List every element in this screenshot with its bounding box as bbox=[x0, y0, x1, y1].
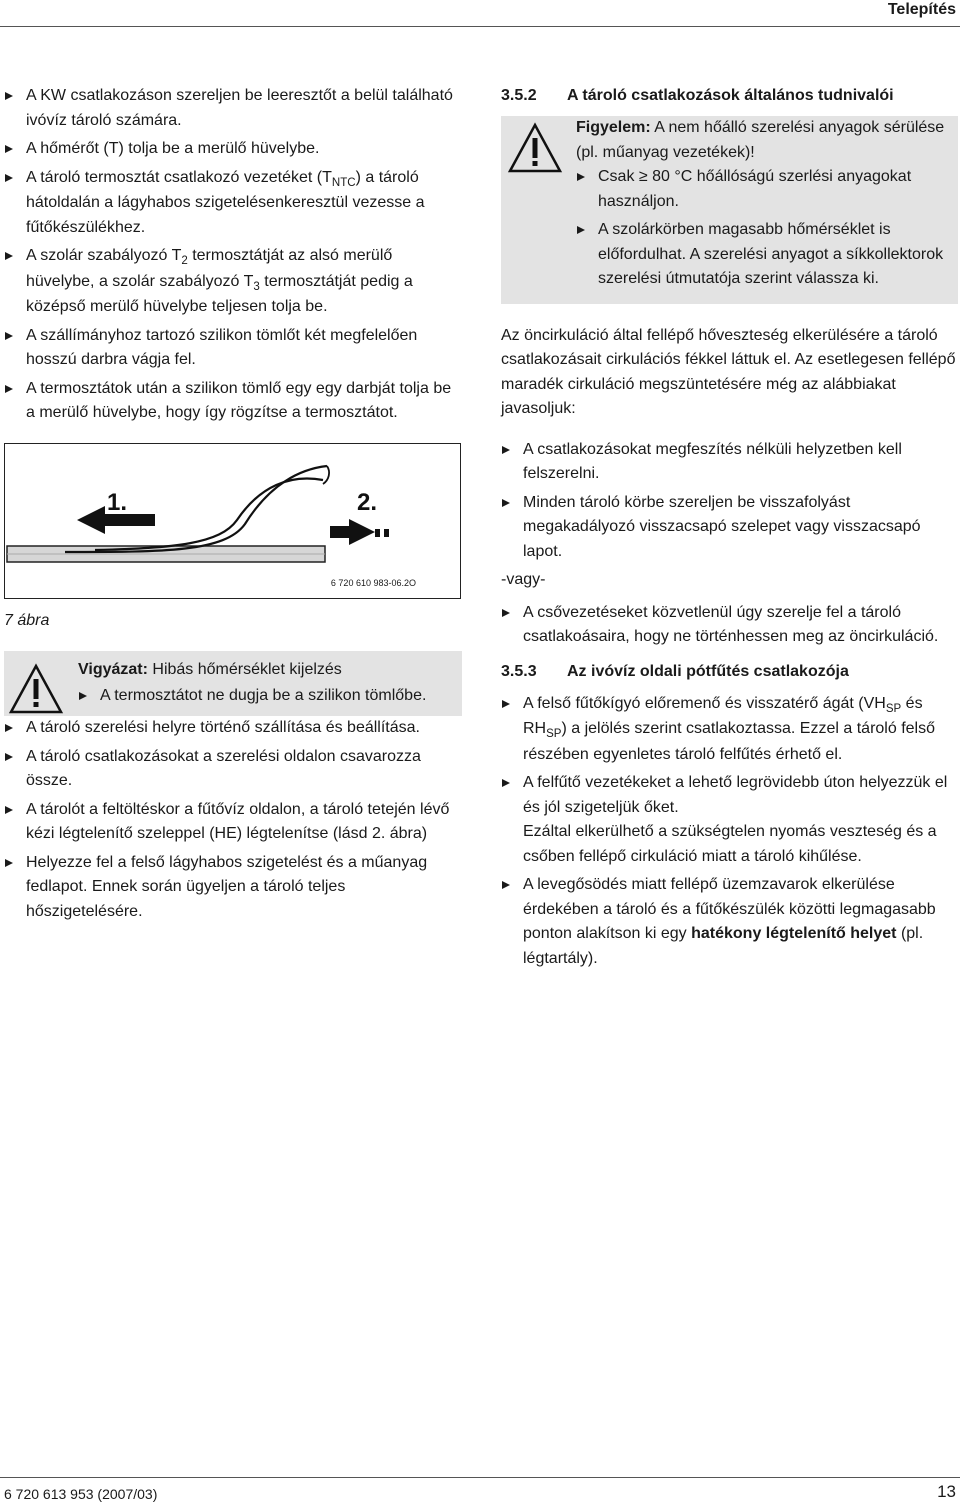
list-item: A KW csatlakozáson szereljen be leeresztőt a belül található ivóvíz tároló számára. bbox=[4, 84, 462, 133]
list-item: A tároló szerelési helyre történő szállítása és beállítása. bbox=[4, 716, 462, 741]
list-item: A termosztátot ne dugja be a szilikon tömlőbe. bbox=[78, 684, 454, 709]
text-run: A felső fűtőkígyó előremenő és visszatérő ágát (VH bbox=[523, 694, 886, 712]
caution-text: Hibás hőmérséklet kijelzés bbox=[147, 660, 342, 678]
connection-list bbox=[501, 692, 959, 972]
heading-number: 3.5.2 bbox=[501, 87, 537, 104]
header-rule bbox=[0, 26, 960, 27]
right-column bbox=[501, 84, 959, 975]
text-run: A felfűtő vezetékeket a lehető legrövidebb úton helyezzük el és jól szigeteljük őket. bbox=[523, 774, 948, 816]
figure-caption: 7 ábra bbox=[4, 611, 50, 629]
warning-icon bbox=[8, 663, 64, 715]
attention-label: Figyelem: bbox=[576, 119, 651, 136]
heading-text: Az ivóvíz oldali pótfűtés csatlakozója bbox=[567, 662, 849, 680]
recommendation-list-a bbox=[501, 438, 959, 565]
section-heading-352 bbox=[501, 84, 959, 108]
section-heading-353 bbox=[501, 660, 959, 684]
attention-text: A nem hőálló szerelési anyagok sérülése (pl. műanyag vezetékek)! bbox=[576, 119, 945, 161]
heading-text: A tároló csatlakozások általános tudnivalói bbox=[567, 87, 894, 104]
text-run: termosztátját pedig a középső merülő hüvelybe teljesen tolja be. bbox=[26, 272, 413, 315]
caution-label: Vigyázat: bbox=[78, 660, 148, 678]
instruction-list-bottom bbox=[4, 716, 462, 924]
list-item-solar bbox=[4, 244, 462, 320]
heading-number: 3.5.3 bbox=[501, 662, 537, 680]
warning-icon bbox=[507, 122, 563, 174]
figure-illustration bbox=[5, 444, 460, 598]
figure-thermostat-hose bbox=[4, 443, 461, 599]
list-item: A tároló csatlakozásokat a szerelési oldalon csavarozza össze. bbox=[4, 745, 462, 794]
instruction-list-top bbox=[4, 84, 462, 426]
list-item: Helyezze fel a felső lágyhabos szigetelést és a műanyag fedlapot. Ennek során ügyeljen a tároló teljes hőszigetelésére. bbox=[4, 851, 462, 925]
list-item: Minden tároló körbe szereljen be visszafolyást megakadályozó visszacsapó szelepet vagy visszacsapó lapot. bbox=[501, 491, 959, 565]
list-item bbox=[576, 165, 950, 214]
arrow-mark bbox=[384, 529, 389, 537]
subscript: 2 bbox=[181, 255, 188, 268]
text-run: és RH bbox=[523, 694, 923, 737]
text-run: termosztátját az alsó merülő hüvelybe, a szolár szabályozó T bbox=[26, 247, 393, 290]
attention-list bbox=[576, 165, 950, 292]
list-item-vh bbox=[501, 692, 959, 768]
subscript: 3 bbox=[253, 280, 260, 293]
list-item: A szolárkörben magasabb hőmérséklet is előfordulhat. A szerelési anyagot a síkkollektorok szerelési útmutatója szerint válassza ki. bbox=[576, 218, 950, 292]
text-run: ) a jelölés szerint csatlakoztassa. Ezzel a tároló felső részében egyenletes tároló felfűtés érhető el. bbox=[523, 720, 935, 763]
list-item: A hőmérőt (T) tolja be a merülő hüvelybe. bbox=[4, 137, 462, 162]
page-number: 13 bbox=[937, 1482, 956, 1501]
list-item: A termosztátok után a szilikon tömlő egy egy darbját tolja be a merülő hüvelybe, hogy így rögzítse a termosztátot. bbox=[4, 377, 462, 426]
left-column bbox=[4, 84, 462, 928]
subscript: SP bbox=[885, 702, 902, 715]
text-run: (pl. légtartály). bbox=[523, 925, 924, 967]
document-code: 6 720 613 953 (2007/03) bbox=[4, 1486, 158, 1502]
arrow-mark bbox=[375, 529, 380, 537]
footer-rule bbox=[0, 1477, 960, 1478]
caution-title bbox=[78, 657, 454, 682]
text-run: Ezáltal elkerülhető a szükségtelen nyomás veszteség és a csőben fellépő cirkuláció miatt a tároló kihűlése. bbox=[523, 823, 937, 865]
list-item-pipes bbox=[501, 771, 959, 869]
attention-box bbox=[501, 116, 958, 304]
body-paragraph: Az öncirkuláció által fellépő hőveszteség elkerülésére a tároló csatlakozásait cirkulációs fékkel láttuk el. Az esetlegesen fellépő maradék cirkuláció megszüntetésére még az alábbiakat javasoljuk: bbox=[501, 326, 956, 417]
text-run: ) a tároló hátoldalán a lágyhabos szigetelésenkeresztül vezesse a fűtőkészülékhez. bbox=[26, 168, 425, 236]
subscript: NTC bbox=[331, 176, 356, 189]
list-item: A szállímányhoz tartozó szilikon tömlőt két megfelelően hosszú darbra vágja fel. bbox=[4, 324, 462, 373]
text-run: A levegősödés miatt fellépő üzemzavarok elkerülése érdekében a tároló és a fűtőkészülék közötti legmagasabb ponton alakítson ki egy bbox=[523, 876, 936, 942]
recommendation-list-b bbox=[501, 601, 959, 650]
text-run: Csak bbox=[598, 168, 639, 185]
list-item-ntc bbox=[4, 166, 462, 241]
text-run: A tároló termosztát csatlakozó vezetéket (T bbox=[26, 168, 332, 186]
bold-text: hatékony légtelenítő helyet bbox=[691, 925, 897, 942]
caution-list bbox=[78, 684, 454, 709]
figure-label-1: 1. bbox=[107, 488, 128, 516]
figure-code: 6 720 610 983-06.2O bbox=[330, 577, 416, 588]
or-separator: -vagy- bbox=[501, 571, 546, 588]
list-item: A csővezetéseket közvetlenül úgy szerelje fel a tároló csatlakoásaira, hogy ne történhessen meg az öncirkuláció. bbox=[501, 601, 959, 650]
symbol-geq: ≥ bbox=[638, 168, 648, 185]
caution-box bbox=[4, 651, 462, 717]
text-run: A szolár szabályozó T bbox=[26, 247, 182, 264]
cable-end bbox=[323, 466, 329, 484]
section-label: Telepítés bbox=[887, 1, 956, 18]
figure-label-2: 2. bbox=[357, 488, 378, 516]
arrow-right-2 bbox=[330, 519, 375, 545]
list-item-air bbox=[501, 873, 959, 971]
list-item: A csatlakozásokat megfeszítés nélküli helyzetben kell felszerelni. bbox=[501, 438, 959, 487]
list-item: A tárolót a feltöltéskor a fűtővíz oldalon, a tároló tetején lévő kézi légtelenítő szeleppel (HE) légtelenítse (lásd 2. ábra) bbox=[4, 798, 462, 847]
text-run: 80 °C hőállóságú szerlési anyagokat használjon. bbox=[598, 168, 912, 210]
subscript: SP bbox=[546, 728, 562, 741]
attention-title bbox=[576, 116, 950, 165]
